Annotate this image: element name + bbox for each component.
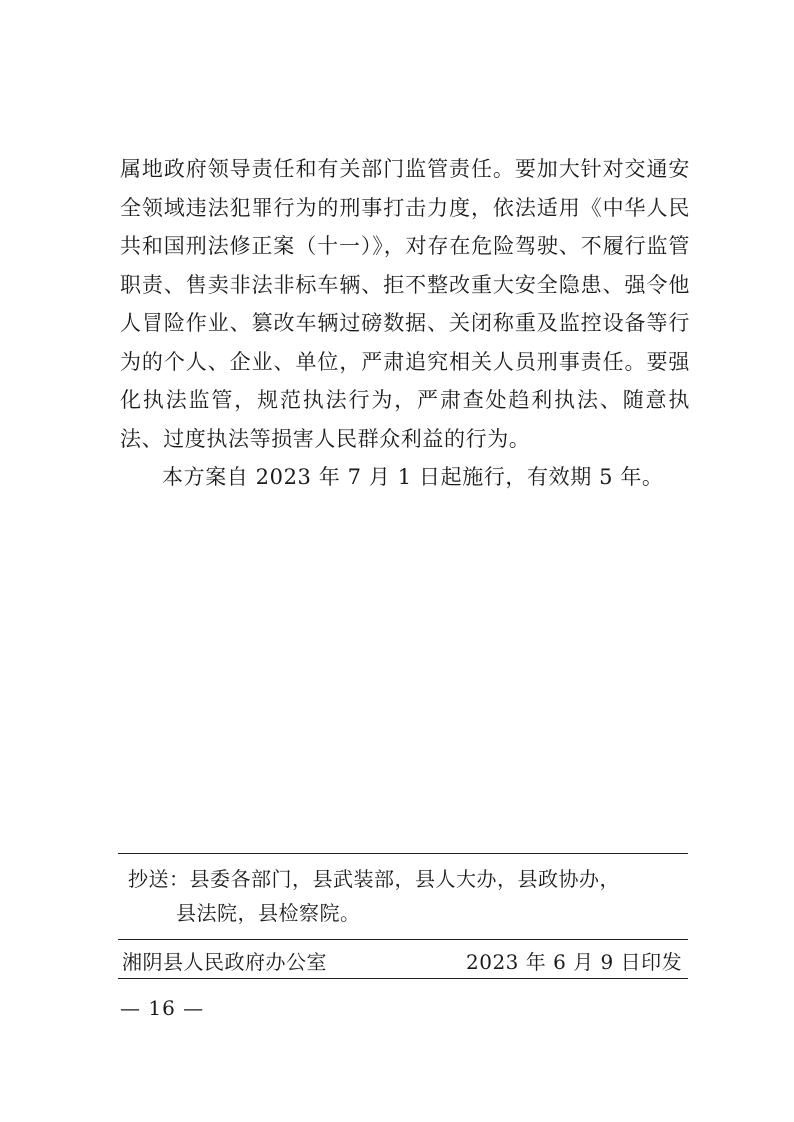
cc-line-1: 抄送：县委各部门，县武装部，县人大办，县政协办， (128, 867, 620, 891)
issue-date: 2023 年 6 月 9 日印发 (466, 950, 683, 974)
distribution-bottom-rule (118, 978, 688, 979)
cc-distribution-block (128, 862, 678, 930)
body-paragraph-continued: 属地政府领导责任和有关部门监管责任。要加大针对交通安全领域违法犯罪行为的刑事打击力度，依法适用《中华人民共和国刑法修正案（十一）》，对存在危险驾驶、不履行监管职责、售卖非法非标车辆、拒不整改重大安全隐患、强令他人冒险作业、篡改车辆过磅数据、关闭称重及监控设备等行为的个人、企业、单位，严肃追究相关人员刑事责任。要强化执法监管，规范执法行为，严肃查处趋利执法、随意执法、过度执法等损害人民群众利益的行为。 (120, 157, 690, 451)
document-body (120, 150, 690, 497)
cc-line-2: 县法院，县检察院。 (176, 901, 361, 925)
distribution-middle-rule (118, 939, 688, 940)
issuing-office: 湘阴县人民政府办公室 (122, 950, 327, 974)
distribution-top-rule (118, 853, 688, 854)
page-number: — 16 — (120, 996, 205, 1020)
body-paragraph-effective-date: 本方案自 2023 年 7 月 1 日起施行，有效期 5 年。 (162, 465, 664, 489)
